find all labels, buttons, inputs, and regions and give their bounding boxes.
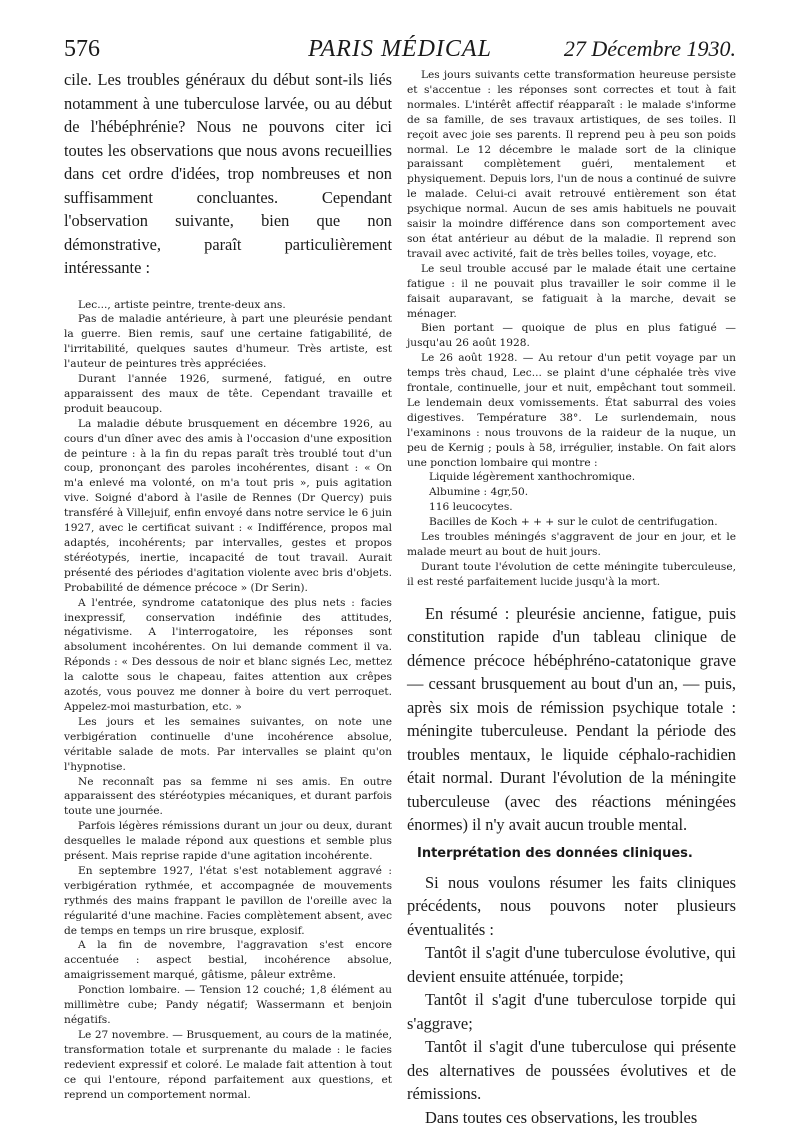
case-paragraph: Ne reconnaît pas sa femme ni ses amis. En outre apparaissent des stéréotypies mécaniques, et durant parfois toute une journée. [64,775,392,818]
intro-paragraph: cile. Les troubles généraux du début sont-ils liés notamment à une tuberculose larvée, ou au début de l'hébéphrénie? Nous ne pouvons citer ici toutes les observations que nous avons recueillies dans cet ordre d'idées, trop nombreuses et non suffisamment concluantes. Cependant l'observation suivante, bien que non démonstrative, paraît particulièrement intéressante : [64,70,392,277]
case-paragraph: Ponction lombaire. — Tension 12 couché; 1,8 élément au millimètre cube; Pandy négatif; Wassermann et benjoin négatifs. [64,984,392,1026]
case-paragraph: Le 27 novembre. — Brusquement, au cours de la matinée, transformation totale et surprenante du malade : le facies redevient expressif et coloré. Le malade fait attention à tout ce qui l'entoure, répond parfaitement aux questions, et reprend un comportement normal. [64,1028,392,1101]
case-paragraph: Pas de maladie antérieure, à part une pleurésie pendant la guerre. Bien remis, sauf une certaine fatigabilité, de l'irritabilité, quelques sautes d'humeur. Très artiste, est l'auteur de peintures très appréciées. [64,313,392,371]
case-paragraph: Bien portant — quoique de plus en plus fatigué — jusqu'au 26 août 1928. [407,322,736,350]
case-paragraph: Les jours suivants cette transformation heureuse persiste et s'accentue : les réponses sont correctes et tout à fait normales. L'intérêt affectif réapparaît : le malade s'informe de sa famille, de ses travaux artistiques, de ses toiles. Il reçoit avec joie ses parents. Il reprend peu à peu son poids normal. Le 12 décembre le malade sort de la clinique paraissant complètement guéri, mentalement et physiquement. Depuis lors, l'un de nous a continué de suivre le malade. Celui-ci avait retrouvé entièrement son état psychique normal. Aucun de ses amis habituels ne pouvait saisir la moindre différence dans son comportement avec son état antérieur au début de la maladie. Il reprend son travail avec activité, fait de très belles toiles, voyage, etc. [407,69,736,260]
interpretation-paragraph: Tantôt il s'agit d'une tuberculose qui présente des alternatives de poussées évolutives et de rémissions. [407,1037,736,1104]
case-paragraph: Le 26 août 1928. — Au retour d'un petit voyage par un temps très chaud, Lec... se plaint d'une céphalée très vive frontale, continuelle, jour et nuit, empêchant tout sommeil. Le lendemain deux vomissements. État saburral des voies digestives. Température 38°. Le surlendemain, nous l'examinons : nous trouvons de la raideur de la nuque, un peu de Kernig ; pouls à 58, irrégulier, instable. On fait alors une ponction lombaire qui montre : [407,352,736,469]
case-paragraph: En septembre 1927, l'état s'est notablement aggravé : verbigération rythmée, et accompagnée de mouvements rythmés des mains frappant le pavillon de l'oreille avec la régularité d'une machine. Facies complètement absent, avec de temps en temps un rire brusque, explosif. [64,864,392,937]
interpretation-paragraph: Dans toutes ces observations, les troubles [425,1107,698,1127]
case-paragraph: La maladie débute brusquement en décembre 1926, au cours d'un dîner avec des amis à l'occasion d'une exposition de peinture : à la fin du repas paraît très troublé tout d'un coup, prononçant des paroles incohérentes, disant : « On m'a enlevé ma volonté, on m'a tout pris », puis agitation vive. Soigné d'abord à l'asile de Rennes (Dr Quercy) puis transféré à Villejuif, enfin envoyé dans notre service le 6 juin 1927, avec le certificat suivant : « Indifférence, propos mal adaptés, incohérents; par intervalles, gestes et propos stéréotypés, inertie, incapacité de tout travail. Aurait présenté des périodes d'agitation violente avec bris d'objets. Probabilité de démence précoce » (Dr Serin). [64,417,392,594]
lab-result-line: Bacilles de Koch + + + sur le culot de centrifugation. [429,516,718,529]
right-column [407,68,736,1129]
lab-result-line: Albumine : 4gr,50. [429,486,529,499]
interpretation-paragraph: Tantôt il s'agit d'une tuberculose évolutive, qui devient ensuite atténuée, torpide; [407,943,736,986]
lab-result-line: 116 leucocytes. [429,501,513,514]
issue-date: 27 Décembre 1930. [563,36,736,61]
journal-title: PARIS MÉDICAL [308,36,492,62]
case-paragraph: Lec..., artiste peintre, trente-deux ans. [78,298,286,311]
page-number: 576 [64,36,100,62]
case-paragraph: Les troubles méningés s'aggravent de jour en jour, et le malade meurt au bout de huit jours. [407,531,736,558]
case-paragraph: A la fin de novembre, l'aggravation s'est encore accentuée : aspect bestial, incohérence absolue, amaigrissement marqué, gâtisme, pâleur extrême. [64,939,392,982]
interpretation-paragraph: Si nous voulons résumer les faits cliniques précédents, nous pouvons noter plusieurs éventualités : [407,872,736,939]
lab-results [407,470,736,530]
case-paragraph: Les jours et les semaines suivantes, on note une verbigération continuelle d'une incohérence absolue, véritable salade de mots. Par intervalles se plaint qu'on l'hypnotise. [64,715,392,773]
page-header [64,36,736,68]
interpretation-paragraph: Tantôt il s'agit d'une tuberculose torpide qui s'aggrave; [407,990,736,1033]
case-paragraph: Le seul trouble accusé par le malade était une certaine fatigue : il ne pouvait plus travailler le soir comme il le faisait auparavant, se fatiguait à la marche, devait se ménager. [407,262,736,320]
case-paragraph: Durant toute l'évolution de cette méningite tuberculeuse, il est resté parfaitement lucide jusqu'à la mort. [407,560,736,588]
left-column [64,68,392,1102]
lab-result-line: Liquide légèrement xanthochromique. [429,471,636,484]
case-paragraph: Durant l'année 1926, surmené, fatigué, en outre apparaissent des maux de tête. Cependant travaille et produit beaucoup. [64,373,392,415]
case-paragraph: A l'entrée, syndrome catatonique des plus nets : facies inexpressif, conservation indéfinie des attitudes, négativisme. A l'interrogatoire, les réponses sont absolument incohérentes. On lui demande comment il va. Réponds : « Des dessous de noir et blanc signés Lec, mettez la calotte sous le chapeau, faites attention aux crêpes azotés, vous pouvez me donner à boire du vert perroquet. Appelez-moi masturbation, etc. » [64,596,392,713]
section-heading: Interprétation des données cliniques. [417,845,693,861]
case-paragraph: Parfois légères rémissions durant un jour ou deux, durant desquelles le malade répond aux questions et semble plus présent. Mais reprise rapide d'une agitation incohérente. [64,820,392,863]
summary-paragraph: En résumé : pleurésie ancienne, fatigue, puis constitution rapide d'un tableau clinique de démence précoce hébéphréno-catatonique grave — cessant brusquement au bout d'un an, — puis, après six mois de rémission psychique totale : méningite tuberculeuse. Pendant la période des troubles mentaux, le liquide céphalo-rachidien était normal. Durant l'évolution de la méningite tuberculeuse (avec des réactions méningées énormes) il n'y avait aucun trouble mental. [407,603,736,835]
